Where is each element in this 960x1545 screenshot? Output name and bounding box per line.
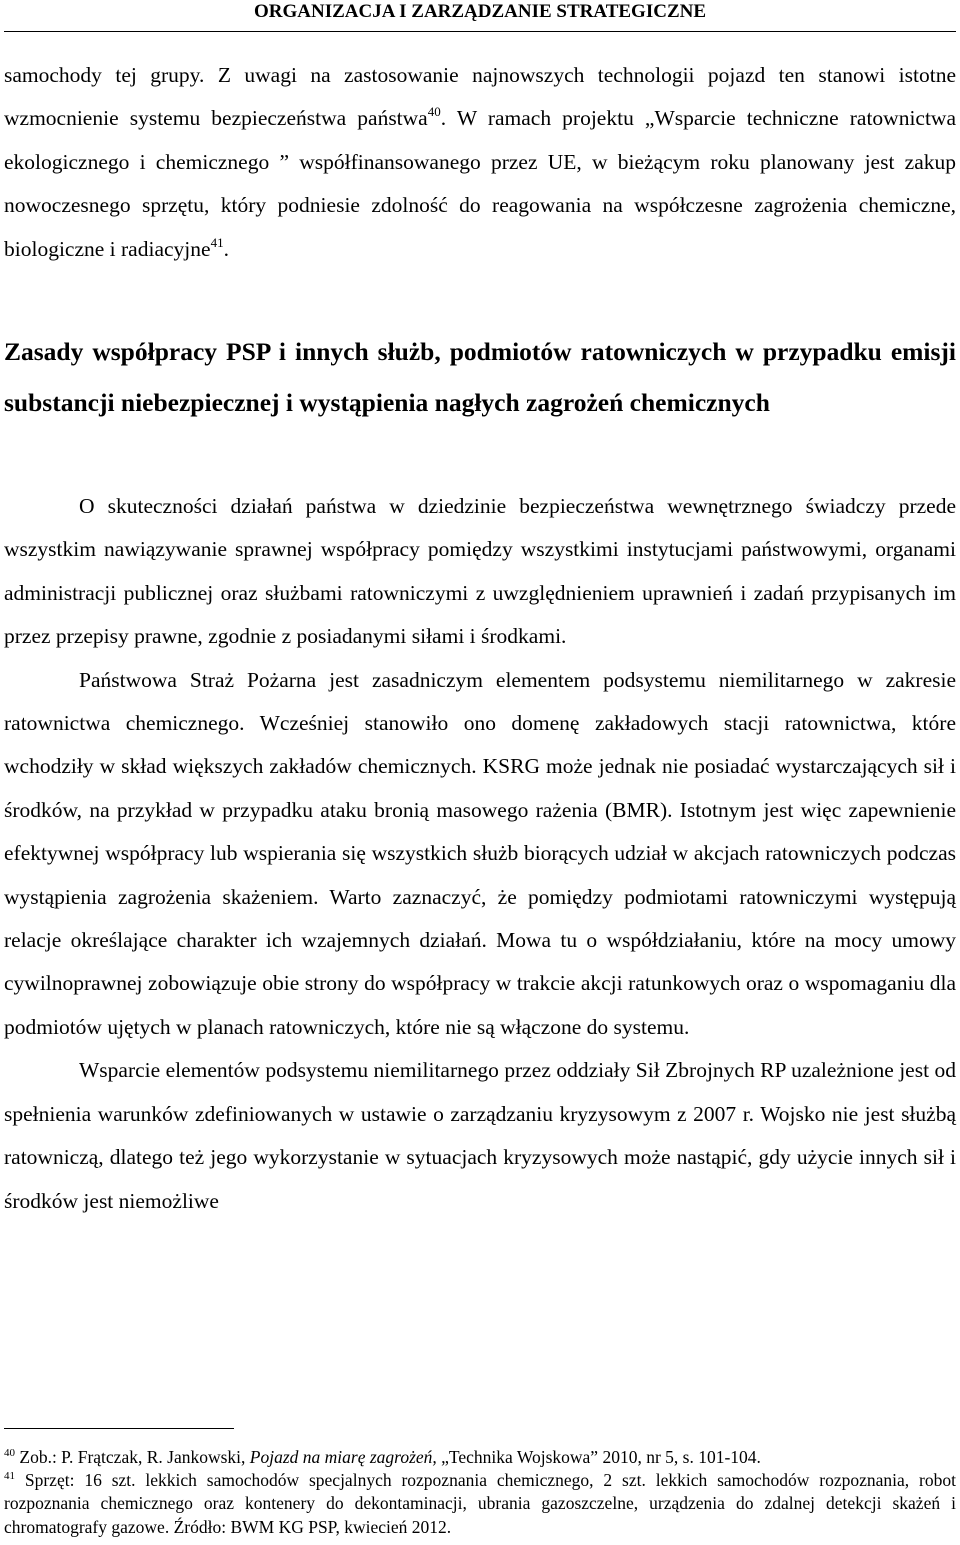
intro-text-3: . xyxy=(223,236,229,261)
body-paragraph: O skuteczności działań państwa w dziedzinie bezpieczeństwa wewnętrznego świadczy przede wszystkim nawiązywanie sprawnej współpracy pomiędzy wszystkimi instytucjami państwowymi, organami administracji publicznej oraz służbami ratowniczymi z uwzględnieniem uprawnień i zadań przypisanych im przez przepisy prawne, zgodnie z posiadanymi siłami i środkami. xyxy=(4,494,956,649)
footnote-number: 41 xyxy=(4,1470,15,1483)
footnote-number: 40 xyxy=(4,1447,15,1459)
footnote-text: „Technika Wojskowa” 2010, nr 5, s. 101-104. xyxy=(436,1447,761,1467)
footnote-ref-41[interactable]: 41 xyxy=(210,234,224,250)
footnote-text: Zob.: P. Frątczak, R. Jankowski, xyxy=(19,1447,250,1467)
footnotes xyxy=(4,1446,956,1539)
footnote-text: Sprzęt: 16 szt. lekkich samochodów specjalnych rozpoznania chemicznego, 2 szt. lekkich samochodów rozpoznania, robot rozpoznania chemicznego oraz kontenery do dekontaminacji, ubrania gazoszczelne, urządzenia do zdalnej detekcji skażeń i chromatografy gazowe. Źródło: BWM KG PSP, kwiecień 2012. xyxy=(4,1470,956,1537)
footnote-41 xyxy=(4,1469,956,1539)
intro-paragraph xyxy=(4,54,956,271)
running-header: ORGANIZACJA I ZARZĄDZANIE STRATEGICZNE xyxy=(253,1,707,22)
section-body xyxy=(4,485,956,1223)
intro-text-2: . W ramach projektu „Wsparcie techniczne ratownictwa ekologicznego i chemicznego ” współfinansowanego przez UE, w bieżącym roku planowany jest zakup nowoczesnego sprzętu, który podniesie zdolność do reagowania na współczesne zagrożenia chemiczne, biologiczne i radiacyjne xyxy=(4,106,957,261)
footnote-40 xyxy=(4,1446,956,1469)
header-rule xyxy=(4,31,956,32)
section-heading: Zasady współpracy PSP i innych służb, podmiotów ratowniczych w przypadku emisji substancji niebezpiecznej i wystąpienia nagłych zagrożeń chemicznych xyxy=(4,337,956,417)
body-paragraph: Wsparcie elementów podsystemu niemilitarnego przez oddziały Sił Zbrojnych RP uzależnione jest od spełnienia warunków zdefiniowanych w ustawie o zarządzaniu kryzysowym z 2007 r. Wojsko nie jest służbą ratowniczą, dlatego też jego wykorzystanie w sytuacjach kryzysowych może nastąpić, gdy użycie innych sił i środków jest niemożliwe xyxy=(4,1058,956,1213)
footnote-title: Pojazd na miarę zagrożeń, xyxy=(249,1447,437,1467)
body-paragraph: Państwowa Straż Pożarna jest zasadniczym elementem podsystemu niemilitarnego w zakresie ratownictwa chemicznego. Wcześniej stanowiło ono domenę zakładowych stacji ratownictwa, które wchodziły w skład większych zakładów chemicznych. KSRG może jednak nie posiadać wystarczających sił i środków, na przykład w przypadku ataku bronią masowego rażenia (BMR). Istotnym jest więc zapewnienie efektywnej współpracy lub wspierania się wszystkich służb biorących udział w akcjach ratowniczych podczas wystąpienia zagrożenia skażeniem. Warto zaznaczyć, że pomiędzy podmiotami ratowniczymi występują relacje określające charakter ich wzajemnych działań. Mowa tu o współdziałaniu, które na mocy umowy cywilnoprawnej zobowiązuje obie strony do współpracy w trakcie akcji ratunkowych oraz o wspomaganiu dla podmiotów ujętych w planach ratowniczych, które nie są włączone do systemu. xyxy=(4,667,956,1039)
footnote-ref-40[interactable]: 40 xyxy=(427,104,441,120)
intro-text-1: samochody tej grupy. Z uwagi na zastosowanie najnowszych technologii pojazd ten stanowi istotne wzmocnienie systemu bezpieczeństwa państwa xyxy=(4,63,956,131)
footnote-separator xyxy=(4,1428,234,1429)
